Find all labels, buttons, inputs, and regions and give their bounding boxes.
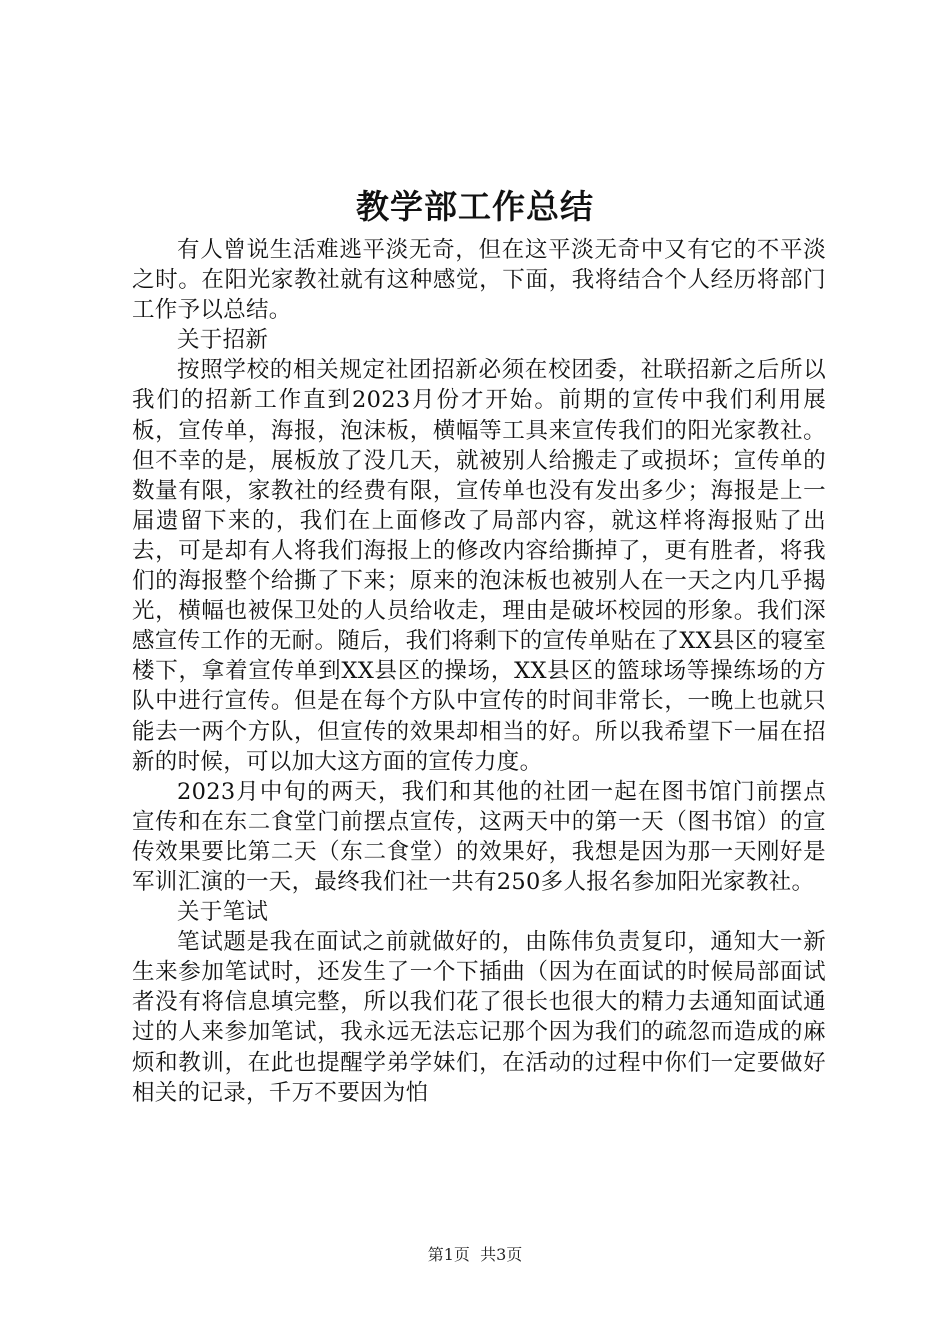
section-heading-written-test: 关于笔试 [177, 899, 269, 926]
paragraph-written-test: 笔试题是我在面试之前就做好的，由陈伟负责复印，通知大一新生来参加笔试时，还发生了一个下插曲（因为在面试的时候局部面试者没有将信息填完整，所以我们花了很长也很大的精力去通知面试通过的人来参加笔试，我永远无法忘记那个因为我们的疏忽而造成的麻烦和教训，在此也提醒学弟学妹们，在活动的过程中你们一定要做好相关的记录，千万不要因为怕 [132, 929, 826, 1106]
document-title: 教学部工作总结 [356, 187, 594, 226]
document-body [132, 235, 826, 1108]
section-heading-recruitment: 关于招新 [177, 327, 269, 354]
page-number-label: 第1页 共3页 [427, 1245, 523, 1264]
page-footer [0, 1244, 950, 1266]
paragraph-recruitment-booths: 2023月中旬的两天，我们和其他的社团一起在图书馆门前摆点宣传和在东二食堂门前摆点宣传，这两天中的第一天（图书馆）的宣传效果要比第二天（东二食堂）的效果好，我想是因为那一天刚好是军训汇演的一天，最终我们社一共有250多人报名参加阳光家教社。 [132, 778, 826, 895]
paragraph-intro: 有人曾说生活难逃平淡无奇，但在这平淡无奇中又有它的不平淡之时。在阳光家教社就有这种感觉，下面，我将结合个人经历将部门工作予以总结。 [132, 237, 826, 324]
paragraph-recruitment: 按照学校的相关规定社团招新必须在校团委，社联招新之后所以我们的招新工作直到2023月份才开始。前期的宣传中我们利用展板，宣传单，海报，泡沫板，横幅等工具来宣传我们的阳光家教社。但不幸的是，展板放了没几天，就被别人给搬走了或损坏；宣传单的数量有限，家教社的经费有限，宣传单也没有发出多少；海报是上一届遗留下来的，我们在上面修改了局部内容，就这样将海报贴了出去，可是却有人将我们海报上的修改内容给撕掉了，更有胜者，将我们的海报整个给撕了下来；原来的泡沫板也被别人在一天之内几乎揭光，横幅也被保卫处的人员给收走，理由是破坏校园的形象。我们深感宣传工作的无耐。随后，我们将剩下的宣传单贴在了XX县区的寝室楼下，拿着宣传单到XX县区的操场，XX县区的篮球场等操练场的方队中进行宣传。但是在每个方队中宣传的时间非常长，一晚上也就只能去一两个方队，但宣传的效果却相当的好。所以我希望下一届在招新的时候，可以加大这方面的宣传力度。 [132, 357, 826, 775]
